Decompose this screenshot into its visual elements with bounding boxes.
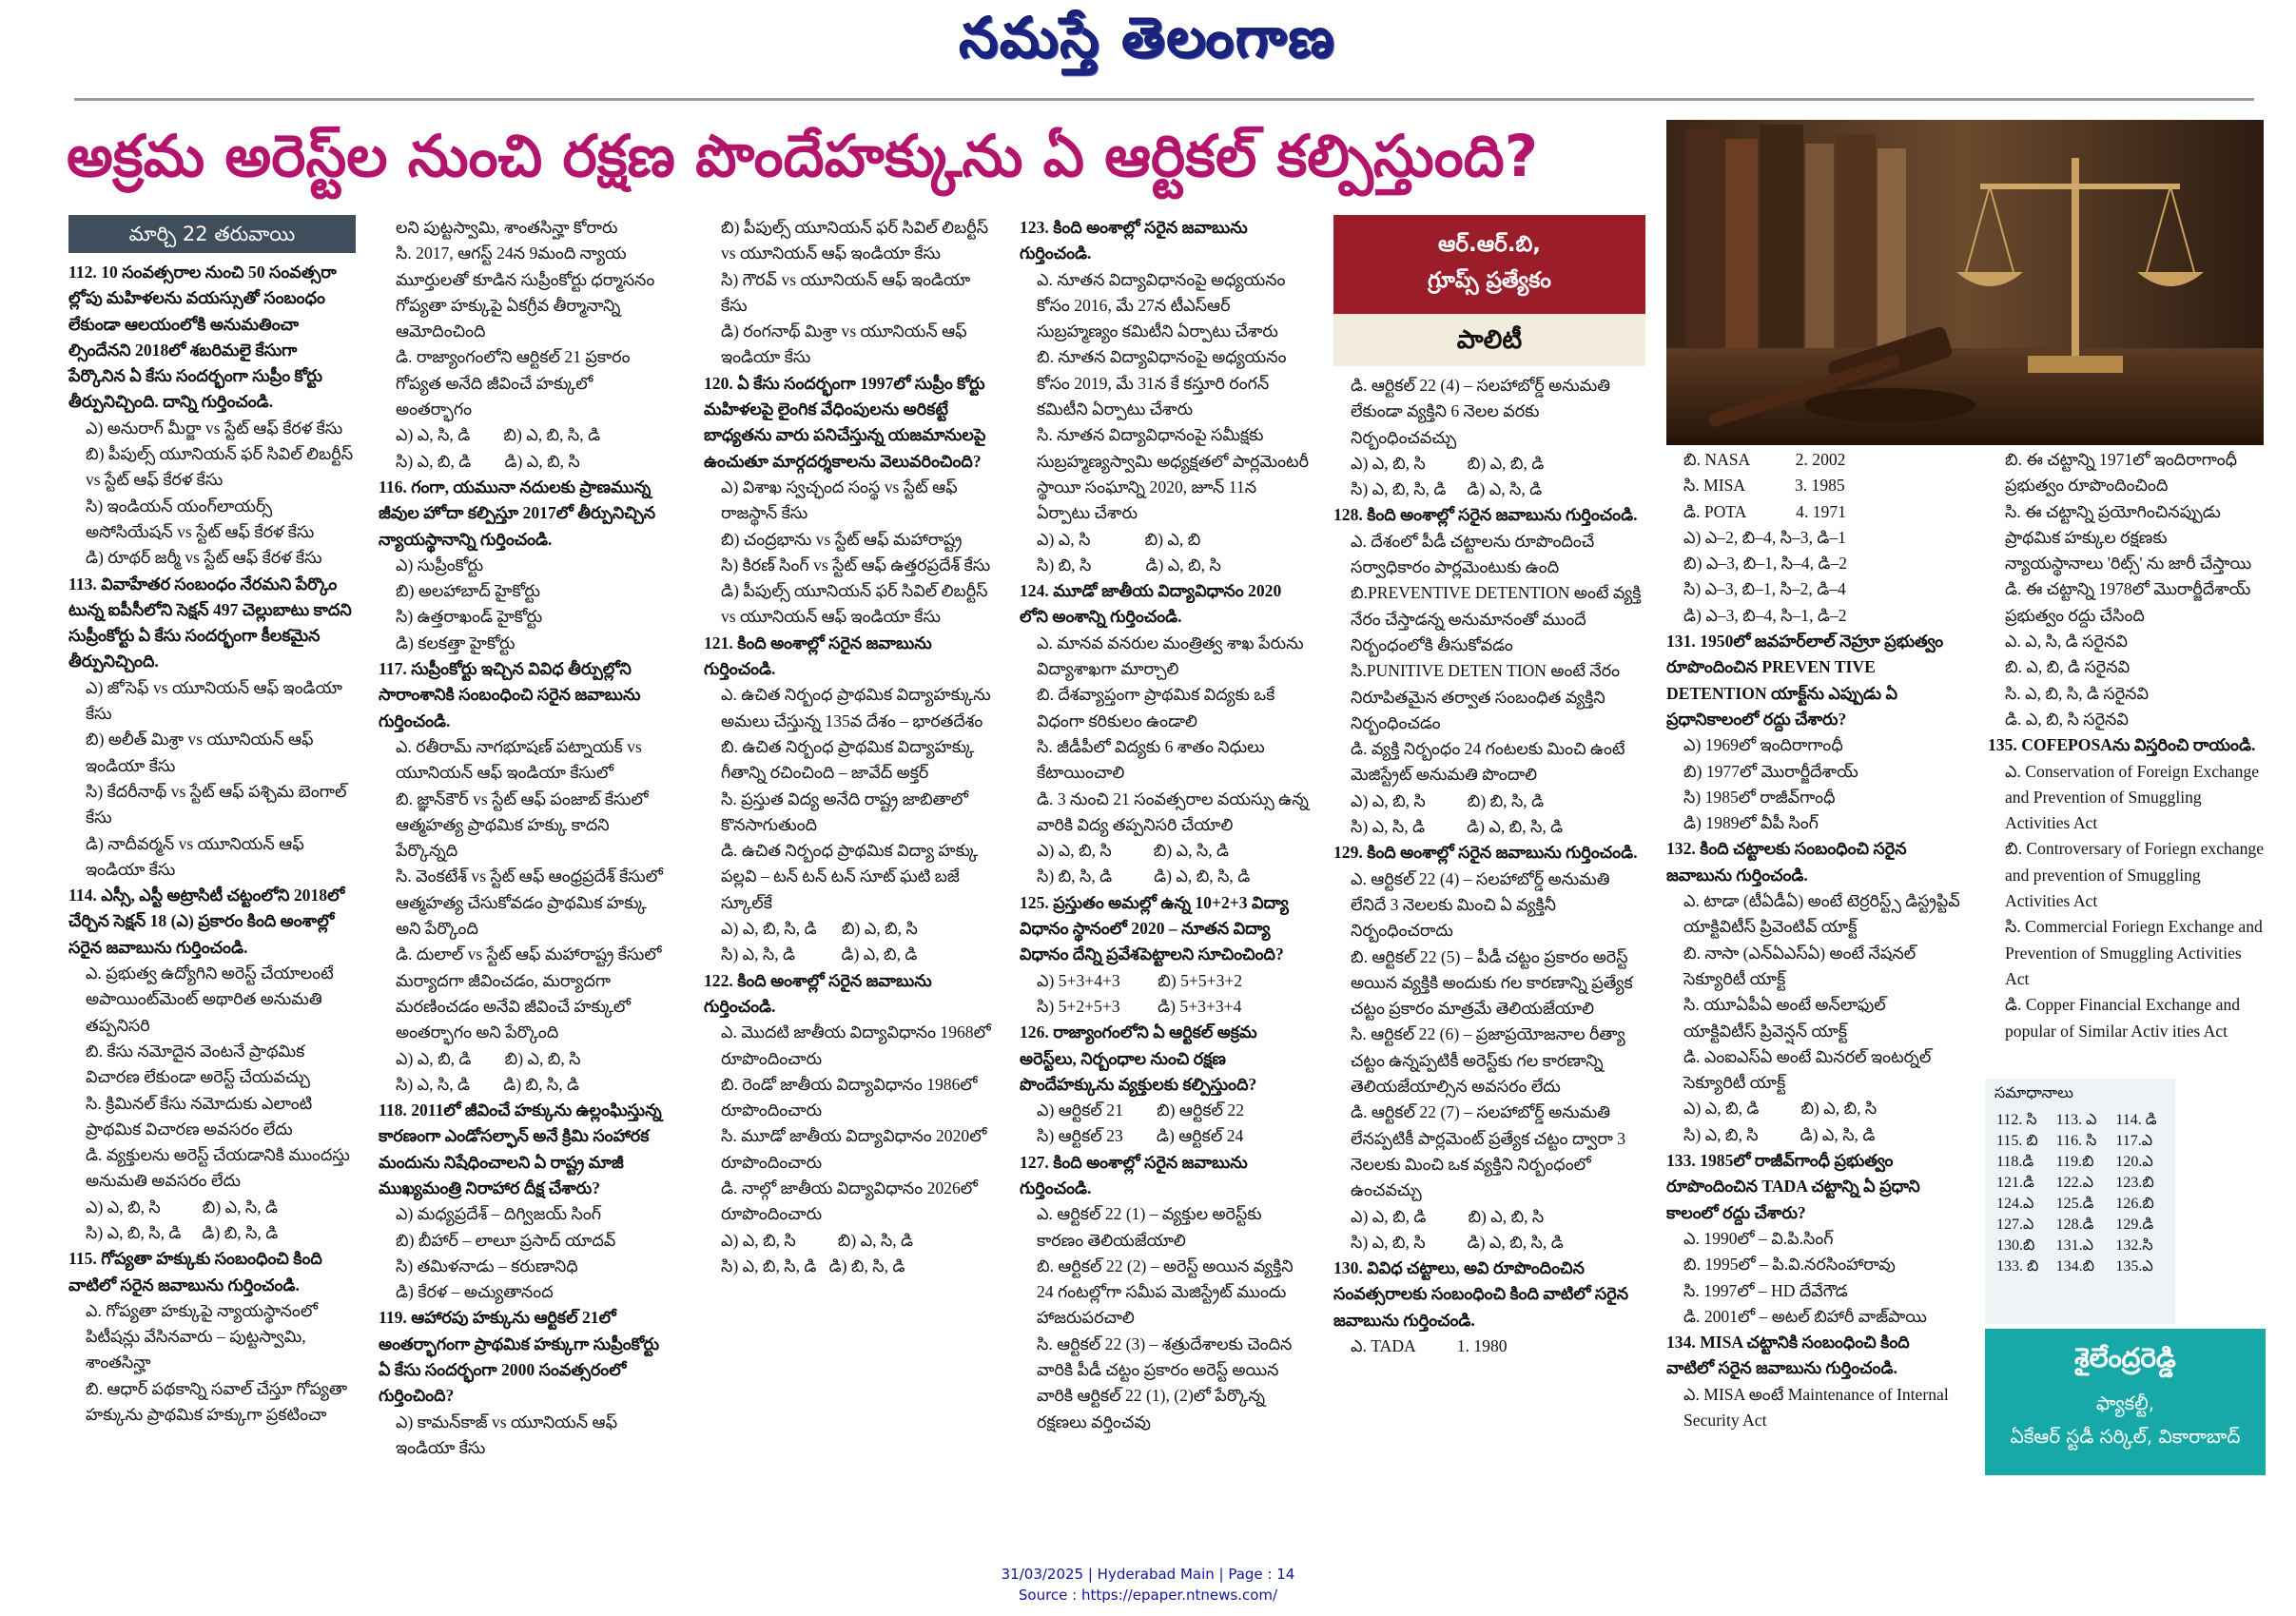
- option-text: సి) 5+2+5+3 డి) 5+3+3+4: [1037, 996, 1242, 1016]
- option-text: బి. ఆర్టికల్ 22 (5) – పీడీ చట్టం ప్రకారం అరెస్ట్ అయిన వ్యక్తికి అందుకు గల కారణాన్ని ప్రత్యేక చట్టం ప్రకారం మాత్రమే తెలియజేయాలి: [1351, 946, 1633, 1019]
- option-text: డి) 1989లో వీపీ సింగ్: [1683, 813, 1819, 833]
- answer-cell: 119.బి: [2055, 1154, 2094, 1170]
- column-3: [704, 215, 994, 1279]
- option-text: డి. వ్యక్తి నిర్బంధం 24 గంటలకు మించి ఉంటే మెజిస్ట్రేట్ అనుమతి పొందాలి: [1351, 739, 1625, 785]
- answer-cell: 135.ఎ: [2115, 1258, 2153, 1275]
- option-text: డి. నాల్గో జాతీయ విద్యావిధానం 2026లో రూపొందించారు: [721, 1178, 978, 1224]
- option-text: సి) ఎ, బి, సి, డి డి) ఎ, సి, డి: [1351, 479, 1543, 499]
- option-text: ఎ. ఉచిత నిర్బంధ ప్రాథమిక విద్యాహక్కును అమలు చేస్తున్న 135వ దేశం – భారతదేశం: [721, 685, 991, 730]
- option-text: సి. ప్రస్తుత విద్య అనేది రాష్ట్ర జాబితాలో కొనసాగుతుంది: [721, 789, 969, 834]
- option-text: సి) 1985లో రాజీవ్‌గాంధీ: [1683, 787, 1836, 807]
- question-text: 126. రాజ్యాంగంలోని ఏ ఆర్టికల్ అక్రమ అరెస్ట్‌లు, నిర్బంధాల నుంచి రక్షణ పొందేహక్కును వ్యక్తులకు కల్పిస్తుంది?: [1020, 1022, 1257, 1094]
- newspaper-logo: నమస్తే తెలంగాణ: [960, 6, 1336, 70]
- question-text: 116. గంగా, యమునా నదులకు ప్రాణమున్న జీవుల హోదా కల్పిస్తూ 2017లో తీర్పునిచ్చిన న్యాయస్థానాన్ని గుర్తించండి.: [379, 477, 656, 549]
- question-text: 135. COFEPOSAను విస్తరించి రాయండి.: [1988, 735, 2256, 755]
- option-text: సి) ఎ, సి, డి డి) ఎ, బి, డి: [721, 944, 918, 964]
- question-text: 130. వివిధ చట్టాలు, అవి రూపొందించిన సంవత్సరాలకు సంబంధించి కింది వాటిలో సరైన జవాబును గుర్తించండి.: [1333, 1258, 1629, 1330]
- answers-row: [1996, 1216, 2175, 1236]
- option-text: సి) ఇండియన్ యంగ్‌లాయర్స్ అసోసియేషన్ vs స్టేట్ ఆఫ్ కేరళ కేసు: [86, 496, 315, 541]
- option-text: సి. Commercial Foriegn Exchange and Prevention of Smuggling Activities Act: [2005, 917, 2263, 988]
- answer-cell: 127.ఎ: [1996, 1217, 2034, 1233]
- option-text: ఎ. దేశంలో పీడీ చట్టాలను రూపొందించే సర్వాధికారం పార్లమెంటుకు ఉంది: [1351, 531, 1595, 577]
- answer-cell: 113. ఎ: [2055, 1112, 2097, 1128]
- answer-cell: 117.ఎ: [2115, 1133, 2153, 1149]
- option-text: ఎ. TADA 1. 1980: [1351, 1335, 1508, 1355]
- option-text: ఎ) ఎ, బి, సి బి) ఎ, సి, డి: [721, 1230, 914, 1250]
- option-text: బి. ఉచిత నిర్బంధ ప్రాథమిక విద్యాహక్కు గీతాన్ని రచించింది – జావేద్ అక్తర్: [721, 736, 975, 783]
- option-text: సి. 2017, ఆగస్ట్ 24న 9మంది న్యాయ మూర్తులతో కూడిన సుప్రీంకోర్టు ధర్మాసనం గోప్యతా హక్కుపై ఏకగ్రీవ తీర్మానాన్ని ఆమోదించింది: [396, 243, 655, 341]
- answers-row: [1996, 1153, 2175, 1174]
- column-6: [1666, 447, 1961, 1433]
- rrb-line-2: గ్రూప్స్ ప్రత్యేకం: [1428, 268, 1551, 293]
- option-text: బి. NASA 2. 2002: [1683, 450, 1846, 469]
- option-text: ఎ. రతీరామ్ నాగభూషణ్ పట్నాయక్ vs యూనియన్ ఆఫ్ ఇండియా కేసులో: [396, 736, 642, 783]
- option-text: సి. 1997లో – HD దేవేగౌడ: [1683, 1280, 1848, 1300]
- question-text: 128. కింది అంశాల్లో సరైన జవాబును గుర్తించండి.: [1333, 505, 1638, 525]
- option-text: సి. మూడో జాతీయ విద్యావిధానం 2020లో రూపొందించారు: [721, 1126, 987, 1172]
- option-text: సి. క్రిమినల్ కేసు నమోదుకు ఎలాంటి ప్రాథమిక విచారణ అవసరం లేదు: [86, 1093, 313, 1139]
- option-text: డి. దులాల్ vs స్టేట్ ఆఫ్ మహారాష్ట్ర కేసులో మర్యాదగా జీవించడం, మర్యాదగా మరణించడం అనేవి జీవించే హక్కులో అంతర్భాగం అని పేర్కొంది: [396, 944, 662, 1042]
- option-text: సి) ఎ, బి, డి డి) ఎ, బి, సి: [396, 451, 580, 471]
- option-text: ఎ. 1990లో – వి.పి.సింగ్: [1683, 1228, 1834, 1248]
- question-text: 112. 10 సంవత్సరాల నుంచి 50 సంవత్సరా ల్లోపు మహిళలను వయస్సుతో సంబంధం లేకుండా ఆలయంలోకి అనుమతించా ల్సిందేనని 2018లో శబరిమలై కేసుగా పేర్కొనిన ఏ కేసు సందర్భంగా సుప్రీం కోర్టు తీర్పునిచ్చింది. దాన్ని గుర్తించండి.: [68, 263, 337, 412]
- answers-row: [1996, 1111, 2175, 1132]
- question-text: 115. గోప్యతా హక్కుకు సంబంధించి కింది వాటిలో సరైన జవాబును గుర్తించండి.: [68, 1249, 322, 1295]
- option-text: సి) గౌరవ్ vs యూనియన్ ఆఫ్ ఇండియా కేసు: [721, 269, 971, 315]
- question-text: 122. కింది అంశాల్లో సరైన జవాబును గుర్తించండి.: [704, 970, 932, 1016]
- answer-cell: 129.డి: [2115, 1217, 2154, 1233]
- question-text: 124. మూడో జాతీయ విద్యావిధానం 2020 లోని అంశాన్ని గుర్తించండి.: [1020, 581, 1282, 627]
- option-text: సి) కిరణ్ సింగ్ vs స్టేట్ ఆఫ్ ఉత్తరప్రదేశ్ కేసు: [721, 555, 991, 574]
- column-1: [68, 260, 358, 1428]
- option-text: ఎ) ఎ, సి, డి బి) ఎ, బి, సి, డి: [396, 425, 601, 445]
- option-text: డి. ఆర్టికల్ 22 (7) – సలహాబోర్డ్ అనుమతి లేనప్పటికీ పార్లమెంట్ ప్రత్యేక చట్టం ద్వారా 3 నెలలకు మించి ఒక వ్యక్తిని నిర్బంధంలో ఉంచవచ్చు: [1351, 1102, 1626, 1200]
- question-text: 119. ఆహారపు హక్కును ఆర్టికల్ 21లో అంతర్భాగంగా ప్రాథమిక హక్కుగా సుప్రీంకోర్టు ఏ కేసు సందర్భంగా 2000 సంవత్సరంలో గుర్తించింది?: [379, 1308, 660, 1406]
- option-text: సి.PUNITIVE DETEN TION అంటే నేరం నిరూపితమైన తర్వాత సంబంధిత వ్యక్తిని నిర్బంధించడం: [1351, 661, 1621, 732]
- option-text: డి. ఎంఐఎస్ఏ అంటే మినరల్ ఇంటర్నల్ సెక్యూరిటీ యాక్ట్: [1683, 1046, 1932, 1093]
- answer-cell: 115. బి: [1996, 1133, 2038, 1149]
- page-footer: [0, 1564, 2296, 1606]
- option-text: ఎ) ఎ, బి, సి బి) బి, సి, డి: [1351, 790, 1545, 810]
- column-7: [1988, 447, 2268, 1044]
- option-text: బి.PREVENTIVE DETENTION అంటే వ్యక్తి నేరం చేస్తాడన్న అనుమానంతో ముందే నిర్బంధంలోకి తీసుకోవడం: [1351, 583, 1642, 654]
- option-text: సి) ఎ, సి, డి డి) బి, సి, డి: [396, 1074, 580, 1094]
- answers-row: [1996, 1236, 2175, 1257]
- answer-cell: 130.బి: [1996, 1237, 2035, 1254]
- question-text: 131. 1950లో జవహర్‌లాల్ నెహ్రూ ప్రభుత్వం రూపొందించిన PREVEN TIVE DETENTION యాక్ట్‌ను ఎప్పుడు ఏ ప్రధానికాలంలో రద్దు చేశారు?: [1666, 632, 1944, 729]
- answers-row: [1996, 1174, 2175, 1195]
- option-text: ఎ. టాడా (టీఏడీఏ) అంటే టెర్రరిస్ట్స్ డిస్ట్రప్టివ్ యాక్టివిటీస్ ప్రివెంటివ్ యాక్ట్: [1683, 891, 1960, 937]
- option-text: ఎ) ఎ, బి, సి బి) ఎ, సి, డి: [86, 1197, 279, 1217]
- option-text: బి. ఎ, బి, డి సరైనవి: [2005, 657, 2131, 677]
- option-text: ఎ. నూతన విద్యావిధానంపై అధ్యయనం కోసం 2016, మే 27న టీఎస్ఆర్ సుబ్రహ్మణ్యం కమిటీని ఏర్పాటు చేశారు: [1037, 269, 1286, 341]
- option-text: బి. ఆధార్ పథకాన్ని సవాల్ చేస్తూ గోప్యతా హక్కును ప్రాథమిక హక్కుగా ప్రకటించా: [86, 1378, 348, 1425]
- option-text: ఎ. ఆర్టికల్ 22 (1) – వ్యక్తుల అరెస్ట్‌కు కారణం తెలియజేయాలి: [1037, 1204, 1262, 1250]
- masthead: [0, 0, 2296, 86]
- question-text: 134. MISA చట్టానికి సంబంధించి కింది వాటిలో సరైన జవాబును గుర్తించండి.: [1666, 1333, 1910, 1378]
- answers-table: [1996, 1111, 2175, 1278]
- answer-cell: 132.సి: [2115, 1237, 2153, 1254]
- question-text: 127. కింది అంశాల్లో సరైన జవాబును గుర్తించండి.: [1020, 1152, 1248, 1197]
- option-text: ఎ. Conservation of Foreign Exchange and Prevention of Smuggling Activities Act: [2005, 761, 2260, 833]
- option-text: బి. ఆర్టికల్ 22 (2) – అరెస్ట్ అయిన వ్యక్తిని 24 గంటల్లోగా సమీప మెజిస్ట్రేట్ ముందు హాజరుపరచాలి: [1037, 1256, 1294, 1328]
- option-text: డి) కేరళ – అచ్యుతానంద: [396, 1282, 554, 1302]
- option-text: సి) ఆర్టికల్ 23 డి) ఆర్టికల్ 24: [1037, 1126, 1244, 1146]
- author-role: ఫ్యాకల్టీ,: [2095, 1392, 2155, 1414]
- option-text: సి) బి, సి, డి డి) ఎ, బి, సి, డి: [1037, 866, 1251, 886]
- option-text: బి) పీపుల్స్ యూనియన్ ఫర్ సివిల్ లిబర్టీస్ vs స్టేట్ ఆఫ్ కేరళ కేసు: [86, 444, 354, 490]
- option-text: ఎ. ఆర్టికల్ 22 (4) – సలహాబోర్డ్ అనుమతి లేనిదే 3 నెలలకు మించి ఏ వ్యక్తినీ నిర్బంధించరాదు: [1351, 868, 1610, 941]
- option-text: బి. Controversary of Foriegn exchange and prevention of Smuggling Activities Act: [2005, 839, 2265, 911]
- article-headline: అక్రమ అరెస్ట్‌ల నుంచి రక్షణ పొందేహక్కును ఏ ఆర్టికల్ కల్పిస్తుంది?: [67, 123, 1539, 190]
- option-text: బి. నూతన విద్యావిధానంపై అధ్యయనం కోసం 2019, మే 31న కే కస్తూరి రంగన్ కమిటీని ఏర్పాటు చేశారు: [1037, 347, 1287, 419]
- option-text: డి. ఎ, బి, సి సరైనవి: [2005, 709, 2129, 729]
- option-text: సి) ఎ–3, బి–1, సి–2, డి–4: [1683, 579, 1846, 599]
- option-text: సి) ఎ, బి, సి, డి డి) బి, సి, డి: [86, 1222, 279, 1242]
- option-text: ఎ) ఎ, బి, డి బి) ఎ, బి, సి: [1351, 1206, 1545, 1226]
- option-text: ఎ) అనురాగ్ మీర్జా vs స్టేట్ ఆఫ్ కేరళ కేసు: [86, 418, 343, 438]
- option-text: సి. నూతన విద్యావిధానంపై సమీక్షకు సుబ్రహ్మణ్యస్వామి అధ్యక్షతలో పార్లమెంటరీ స్థాయీ సంఘాన్ని 2020, జూన్ 11న ఏర్పాటు చేశారు: [1037, 425, 1310, 523]
- question-text: 117. సుప్రీంకోర్టు ఇచ్చిన వివిధ తీర్పుల్లోని సారాంశానికి సంబంధించి సరైన జవాబును గుర్తించండి.: [379, 659, 641, 730]
- answer-cell: 121.డి: [1996, 1175, 2034, 1191]
- author-name: శైలేంద్రరెడ్డి: [2074, 1342, 2176, 1373]
- option-text: బి. ఈ చట్టాన్ని 1971లో ఇందిరాగాంధీ ప్రభుత్వం రూపొందించింది: [2005, 450, 2238, 496]
- option-text: ఎ. MISA అంటే Maintenance of Internal Security Act: [1683, 1384, 1949, 1430]
- option-text: లని పుట్టస్వామి, శాంతసిన్హా కోరారు: [396, 218, 618, 237]
- column-5: [1333, 373, 1645, 1359]
- option-text: డి. 3 నుంచి 21 సంవత్సరాల వయస్సు ఉన్న వారికి విద్య తప్పనిసరి చేయాలి: [1037, 789, 1309, 834]
- column-4: [1020, 215, 1310, 1435]
- answer-cell: 125.డి: [2055, 1196, 2094, 1212]
- option-text: ఎ) ఎ, సి బి) ఎ, బి: [1037, 529, 1201, 549]
- option-text: ఎ) సుప్రీంకోర్టు: [396, 555, 484, 574]
- option-text: బి) ఎ–3, బి–1, సి–4, డి–2: [1683, 554, 1848, 574]
- question-text: 114. ఎస్సీ, ఎస్టీ అట్రాసిటీ చట్టంలోని 2018లో చేర్చిన సెక్షన్ 18 (ఎ) ప్రకారం కింది అంశాల్లో సరైన జవాబును గుర్తించండి.: [68, 886, 345, 957]
- answer-cell: 114. డి: [2115, 1112, 2157, 1128]
- option-text: సి) ఎ, సి, డి డి) ఎ, బి, సి, డి: [1351, 817, 1564, 837]
- option-text: బి) చంద్రభాను vs స్టేట్ ఆఫ్ మహారాష్ట్ర: [721, 529, 963, 549]
- question-text: 132. కింది చట్టాలకు సంబంధించి సరైన జవాబును గుర్తించండి.: [1666, 839, 1907, 885]
- answer-cell: 120.ఎ: [2115, 1154, 2153, 1170]
- answers-row: [1996, 1132, 2175, 1153]
- option-text: సి) ఉత్తరాఖండ్ హైకోర్టు: [396, 607, 543, 627]
- option-text: ఎ) ఎ, బి, సి బి) ఎ, సి, డి: [1037, 841, 1230, 861]
- option-text: సి) ఎ, బి, సి, డి డి) బి, సి, డి: [721, 1256, 905, 1275]
- option-text: డి. 2001లో – అటల్ బిహారీ వాజ్‌పాయి: [1683, 1306, 1927, 1326]
- option-text: బి. రెండో జాతీయ విద్యావిధానం 1986లో రూపొందించారు: [721, 1074, 978, 1120]
- answer-cell: 118.డి: [1996, 1154, 2034, 1170]
- author-org: ఏకేఆర్ స్టడీ సర్కిల్, వికారాబాద్: [2010, 1425, 2241, 1448]
- option-text: సి. జీడీపీలో విద్యకు 6 శాతం నిధులు కేటాయించాలి: [1037, 736, 1265, 783]
- answers-row: [1996, 1257, 2175, 1278]
- option-text: డి. ఆర్టికల్ 22 (4) – సలహాబోర్డ్ అనుమతి లేకుండా వ్యక్తిని 6 నెలల వరకు నిర్బంధించవచ్చు: [1351, 376, 1611, 447]
- option-text: ఎ) ఆర్టికల్ 21 బి) ఆర్టికల్ 22: [1037, 1100, 1245, 1120]
- option-text: ఎ. మొదటి జాతీయ విద్యావిధానం 1968లో రూపొందించారు: [721, 1022, 991, 1068]
- question-text: 121. కింది అంశాల్లో సరైన జవాబును గుర్తించండి.: [704, 633, 932, 679]
- option-text: ఎ) జోసెఫ్ vs యూనియన్ ఆఫ్ ఇండియా కేసు: [86, 677, 342, 724]
- option-text: సి. ఎ, బి, సి, డి సరైనవి: [2005, 683, 2150, 703]
- option-text: డి. ఈ చట్టాన్ని 1978లో మొరార్జీదేశాయ్ ప్రభుత్వం రద్దు చేసింది: [2005, 579, 2251, 625]
- column-2: [379, 215, 664, 1461]
- option-text: ఎ) 1969లో ఇందిరాగాంధీ: [1683, 735, 1843, 755]
- option-text: బి. 1995లో – పి.వి.నరసింహారావు: [1683, 1255, 1896, 1275]
- option-text: సి. ఆర్టికల్ 22 (6) – ప్రజాప్రయోజనాల రీత్యా చట్టం ఉన్నప్పటికీ అరెస్ట్‌కు గల కారణాన్ని తెలియజేయాల్సిన అవసరం లేదు: [1351, 1024, 1625, 1097]
- option-text: బి) 1977లో మొరార్జీదేశాయ్: [1683, 761, 1858, 781]
- option-text: సి) కేదరీనాథ్ vs స్టేట్ ఆఫ్ పశ్చిమ బెంగాల్ కేసు: [86, 781, 347, 827]
- option-text: డి) పీపుల్స్ యూనియన్ ఫర్ సివిల్ లిబర్టీస్ vs యూనియన్ ఆఫ్ ఇండియా కేసు: [721, 581, 988, 627]
- option-text: ఎ. ప్రభుత్వ ఉద్యోగిని అరెస్ట్ చేయాలంటే అపాయింట్‌మెంట్ అథారిత అనుమతి తప్పనిసరి: [86, 964, 334, 1035]
- answer-cell: 112. సి: [1996, 1112, 2037, 1128]
- option-text: సి) ఎ, బి, సి డి) ఎ, సి, డి: [1683, 1124, 1876, 1144]
- option-text: బి. దేశవ్యాప్తంగా ప్రాథమిక విద్యకు ఒకే విధంగా కరికులం ఉండాలి: [1037, 685, 1275, 730]
- footer-edition: 31/03/2025 | Hyderabad Main | Page : 14: [1001, 1566, 1295, 1583]
- answers-row: [1996, 1195, 2175, 1216]
- question-text: 118. 2011లో జీవించే హక్కును ఉల్లంఘిస్తున్న కారణంగా ఎండోసల్ఫాన్ అనే క్రిమి సంహారక మందును నిషేధించాలని ఏ రాష్ట్ర మాజీ ముఖ్యమంత్రి నిరాహార దీక్ష చేశారు?: [379, 1100, 662, 1197]
- option-text: సి) ఎ, బి, సి డి) ఎ, బి, సి, డి: [1351, 1232, 1564, 1252]
- option-text: సి. MISA 3. 1985: [1683, 476, 1845, 496]
- answer-cell: 128.డి: [2055, 1217, 2094, 1233]
- option-text: బి. కేసు నమోదైన వెంటనే ప్రాథమిక విచారణ లేకుండా అరెస్ట్ చేయవచ్చు: [86, 1041, 310, 1087]
- question-text: 113. వివాహేతర సంబంధం నేరమని పేర్కొం టున్న ఐపీసీలోని సెక్షన్ 497 చెల్లుబాటు కాదని సుప్రీంకోర్టు ఏ కేసు సందర్భంగా కీలకమైన తీర్పునిచ్చింది.: [68, 574, 352, 672]
- answer-cell: 133. బి: [1996, 1258, 2039, 1275]
- answer-cell: 124.ఎ: [1996, 1196, 2034, 1212]
- option-text: సి. వెంకటేశ్ vs స్టేట్ ఆఫ్ ఆంధ్రప్రదేశ్ కేసులో ఆత్మహత్య చేసుకోవడం ప్రాథమిక హక్కు అని పేర్కొంది: [396, 866, 663, 939]
- option-text: ఎ. ఎ, సి, డి సరైనవి: [2005, 632, 2128, 652]
- answers-title: సమాధానాలు: [1994, 1085, 2073, 1101]
- option-text: డి. POTA 4. 1971: [1683, 501, 1846, 521]
- subject-label: పాలిటీ: [1333, 314, 1645, 366]
- option-text: ఎ. గోప్యతా హక్కుపై న్యాయస్థానంలో పిటీషన్లు వేసినవారు – పుట్టస్వామి, శాంతసిన్హా: [86, 1300, 318, 1373]
- option-text: సి. ఈ చట్టాన్ని ప్రయోగించినప్పుడు ప్రాథమిక హక్కుల రక్షణకు న్యాయస్థానాలు 'రిట్స్' ను జారీ చేస్తాయి: [2005, 501, 2252, 574]
- answer-cell: 122.ఎ: [2055, 1175, 2094, 1191]
- option-text: ఎ) ఎ, బి, డి బి) ఎ, బి, సి: [1683, 1099, 1878, 1119]
- option-text: డి) రూథర్ జర్మీ vs స్టేట్ ఆఫ్ కేరళ కేసు: [86, 548, 322, 568]
- option-text: డి. వ్యక్తులను అరెస్ట్ చేయడానికి ముందస్తు అనుమతి అవసరం లేదు: [86, 1145, 350, 1191]
- answer-cell: 126.బి: [2115, 1196, 2154, 1212]
- option-text: ఎ) విశాఖ స్వచ్ఛంద సంస్థ vs స్టేట్ ఆఫ్ రాజస్థాన్ కేసు: [721, 477, 958, 523]
- option-text: ఎ) ఎ, బి, సి, డి బి) ఎ, బి, సి: [721, 919, 918, 939]
- option-text: బి) అలహాబాద్ హైకోర్టు: [396, 581, 540, 601]
- answer-cell: 116. సి: [2055, 1133, 2097, 1149]
- justice-scales-photo: [1666, 120, 2264, 445]
- option-text: డి) నాదీవర్మన్ vs యూనియన్ ఆఫ్ ఇండియా కేసు: [86, 833, 304, 879]
- option-text: బి. నాసా (ఎన్ఏఎస్ఏ) అంటే నేషనల్ సెక్యూరిటీ యాక్ట్: [1683, 943, 1917, 988]
- option-text: బి) పీపుల్స్ యూనియన్ ఫర్ సివిల్ లిబర్టీస్ vs యూనియన్ ఆఫ్ ఇండియా కేసు: [721, 218, 989, 263]
- option-text: ఎ) 5+3+4+3 బి) 5+5+3+2: [1037, 970, 1243, 990]
- question-text: 129. కింది అంశాల్లో సరైన జవాబును గుర్తించండి.: [1333, 843, 1638, 863]
- section-tag: మార్చి 22 తరువాయి: [68, 215, 356, 253]
- answer-cell: 123.బి: [2115, 1175, 2154, 1191]
- option-text: డి) రంగనాథ్ మిశ్రా vs యూనియన్ ఆఫ్ ఇండియా కేసు: [721, 321, 967, 367]
- option-text: ఎ) మధ్యప్రదేశ్ – దిగ్విజయ్ సింగ్: [396, 1204, 601, 1224]
- answer-cell: 134.బి: [2055, 1258, 2094, 1275]
- option-text: డి) కలకత్తా హైకోర్టు: [396, 633, 516, 652]
- option-text: డి. ఉచిత నిర్బంధ ప్రాథమిక విద్యా హక్కు పల్లవి – టన్ టన్ టన్ సూట్ ఘటి బజే స్కూల్‌కే: [721, 841, 979, 912]
- option-text: ఎ. మానవ వనరుల మంత్రిత్వ శాఖ పేరును విద్యాశాఖగా మార్చాలి: [1037, 633, 1304, 679]
- option-text: డి. Copper Financial Exchange and popular of Similar Activ ities Act: [2005, 995, 2241, 1041]
- question-text: 120. ఏ కేసు సందర్భంగా 1997లో సుప్రీం కోర్టు మహిళలపై లైంగిక వేధింపులను అరికట్టే బాధ్యతను వారు పనిచేస్తున్న యజమానులపై ఉంచుతూ మార్గదర్శకాలను వెలువరించింది?: [704, 373, 986, 471]
- option-text: సి) తమిళనాడు – కరుణానిధి: [396, 1256, 578, 1275]
- option-text: ఎ) ఎ–2, బి–4, సి–3, డి–1: [1683, 527, 1846, 547]
- option-text: సి) బి, సి డి) ఎ, బి, సి: [1037, 555, 1221, 574]
- option-text: బి. జ్ఞాన్‌కౌర్ vs స్టేట్ ఆఫ్ పంజాబ్ కేసులో ఆత్మహత్య ప్రాథమిక హక్కు కాదని పేర్కొన్నది: [396, 789, 649, 861]
- question-text: 125. ప్రస్తుతం అమల్లో ఉన్న 10+2+3 విద్యా విధానం స్థానంలో 2020 – నూతన విద్యా విధానం దేన్ని ప్రవేశపెట్టాలని సూచించింది?: [1020, 892, 1289, 964]
- question-text: 123. కింది అంశాల్లో సరైన జవాబును గుర్తించండి.: [1020, 218, 1248, 263]
- option-text: సి. ఆర్టికల్ 22 (3) – శత్రుదేశాలకు చెందిన వారికి పీడీ చట్టం ప్రకారం అరెస్ట్ అయిన వారికి ఆర్టికల్ 22 (1), (2)లో పేర్కొన్న రక్షణలు వర్తించవు: [1037, 1334, 1293, 1431]
- option-text: ఎ) ఎ, బి, సి బి) ఎ, బి, డి: [1351, 453, 1545, 473]
- option-text: డి. రాజ్యాంగంలోని ఆర్టికల్ 21 ప్రకారం గోప్యత అనేది జీవించే హక్కులో అంతర్భాగం: [396, 347, 631, 419]
- option-text: బి) అలీత్ మిశ్రా vs యూనియన్ ఆఫ్ ఇండియా కేసు: [86, 730, 314, 775]
- option-text: ఎ) కామన్‌కాజ్ vs యూనియన్ ఆఫ్ ఇండియా కేసు: [396, 1412, 618, 1457]
- answer-cell: 131.ఎ: [2055, 1237, 2094, 1254]
- answers-box: [1985, 1079, 2175, 1324]
- option-text: డి) ఎ–3, బి–4, సి–1, డి–2: [1683, 605, 1847, 625]
- option-text: బి) బీహార్ – లాలూ ప్రసాద్ యాదవ్: [396, 1230, 616, 1250]
- option-text: సి. యూఏపీఏ అంటే అన్‌లాఫుల్ యాక్టివిటీస్ ప్రివెన్షన్ యాక్ట్: [1683, 995, 1886, 1041]
- header-rule: [74, 98, 2254, 101]
- question-text: 133. 1985లో రాజీవ్‌గాంధీ ప్రభుత్వం రూపొందించిన TADA చట్టాన్ని ఏ ప్రధాని కాలంలో రద్దు చేశారు?: [1666, 1151, 1920, 1222]
- author-box: [1985, 1329, 2266, 1475]
- footer-source: Source : https://epaper.ntnews.com/: [1018, 1587, 1278, 1604]
- rrb-groups-box: [1333, 215, 1645, 314]
- option-text: ఎ) ఎ, బి, డి బి) ఎ, బి, సి: [396, 1048, 581, 1068]
- rrb-line-1: ఆర్.ఆర్.బి,: [1438, 232, 1541, 257]
